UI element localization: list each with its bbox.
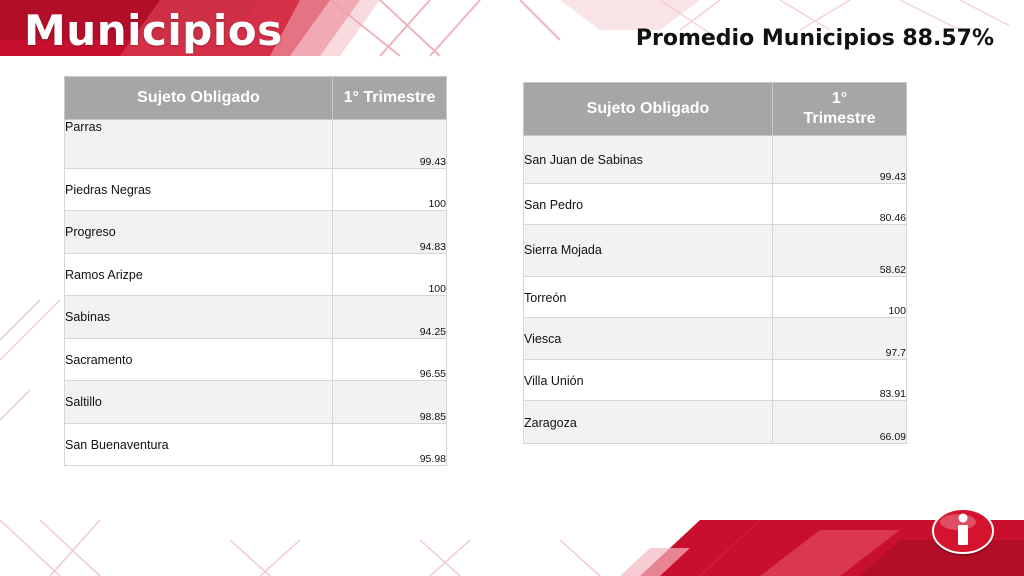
- page-title: Municipios: [24, 6, 283, 55]
- row-value: 95.98: [333, 424, 447, 466]
- table-row: [524, 277, 907, 318]
- row-name: Progreso: [65, 211, 333, 254]
- table-row: [524, 401, 907, 444]
- table-row: [65, 296, 447, 339]
- table-row: [524, 360, 907, 401]
- table-row: [524, 225, 907, 277]
- row-name: Villa Unión: [524, 360, 773, 401]
- table-row: [65, 424, 447, 466]
- row-name: Zaragoza: [524, 401, 773, 444]
- row-value: 96.55: [333, 339, 447, 381]
- column-header-subject: Sujeto Obligado: [65, 77, 333, 120]
- row-value: 100: [333, 169, 447, 211]
- column-header-subject: Sujeto Obligado: [524, 83, 773, 136]
- column-header-quarter: 1° Trimestre: [333, 77, 447, 120]
- row-name: Viesca: [524, 318, 773, 360]
- table-row: [65, 169, 447, 211]
- table-left: [64, 76, 447, 466]
- column-header-quarter: 1° Trimestre: [773, 83, 907, 136]
- row-value: 80.46: [773, 184, 907, 225]
- row-value: 83.91: [773, 360, 907, 401]
- table-row: [65, 339, 447, 381]
- table-row: [65, 254, 447, 296]
- table-row: [65, 211, 447, 254]
- row-value: 99.43: [773, 136, 907, 184]
- row-name: San Juan de Sabinas: [524, 136, 773, 184]
- row-name: Torreón: [524, 277, 773, 318]
- table-row: [524, 318, 907, 360]
- row-name: Sierra Mojada: [524, 225, 773, 277]
- row-value: 94.25: [333, 296, 447, 339]
- row-value: 94.83: [333, 211, 447, 254]
- row-value: 100: [333, 254, 447, 296]
- row-name: Ramos Arizpe: [65, 254, 333, 296]
- row-value: 100: [773, 277, 907, 318]
- row-value: 66.09: [773, 401, 907, 444]
- table-row: [524, 136, 907, 184]
- row-value: 98.85: [333, 381, 447, 424]
- row-name: Sabinas: [65, 296, 333, 339]
- row-value: 97.7: [773, 318, 907, 360]
- table-row: [65, 381, 447, 424]
- row-name: San Pedro: [524, 184, 773, 225]
- average-label: Promedio Municipios 88.57%: [635, 26, 994, 51]
- row-name: Sacramento: [65, 339, 333, 381]
- row-value: 99.43: [333, 120, 447, 169]
- info-icon: [930, 506, 996, 558]
- row-value: 58.62: [773, 225, 907, 277]
- table-right: [523, 82, 907, 444]
- row-name: Saltillo: [65, 381, 333, 424]
- row-name: Piedras Negras: [65, 169, 333, 211]
- table-row: [65, 120, 447, 169]
- row-name: San Buenaventura: [65, 424, 333, 466]
- table-row: [524, 184, 907, 225]
- row-name: Parras: [65, 120, 333, 169]
